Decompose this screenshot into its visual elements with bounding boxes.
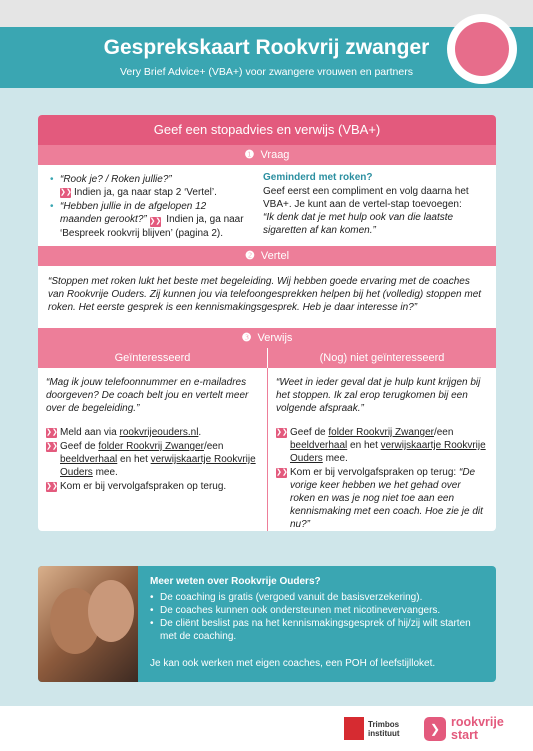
pregnancy-icon xyxy=(447,14,517,84)
trimbos-line: instituut xyxy=(368,729,400,738)
action-quote: “De vorige keer hebben we het gehad over roken en was je nog niet toe aan een kennismaking met een coach. Hoe zie je dit nu?” xyxy=(290,467,483,530)
section-vertel-header xyxy=(38,246,496,266)
link-verwijskaartje[interactable]: verwijskaartje Rookvrije Ouders xyxy=(290,440,486,464)
list-item xyxy=(46,440,257,479)
bullet-icon: • xyxy=(50,201,54,212)
tip-quote: “Ik denk dat je met hulp ook van die laatste sigaretten af kan komen.” xyxy=(263,212,454,236)
page-title: Gesprekskaart Rookvrij zwanger xyxy=(103,36,430,59)
list-item xyxy=(46,426,257,439)
rookvrije-start-logo xyxy=(424,715,519,743)
card-title: Geef een stopadvies en verwijs (VBA+) xyxy=(38,115,496,145)
link-rookvrijeouders[interactable]: rookvrijeouders.nl xyxy=(119,427,199,438)
action-text: Kom er bij vervolgafspraken op terug: xyxy=(290,467,459,478)
pregnancy-icon-inner xyxy=(455,22,509,76)
list-item xyxy=(276,426,486,465)
trimbos-logo xyxy=(344,717,402,740)
arrow-right-icon: ❯❯ xyxy=(276,429,288,436)
info-bullet: De coaches kunnen ook ondersteunen met nicotinevervangers. xyxy=(160,605,441,616)
vraag-questions xyxy=(48,173,250,241)
action-text: Geef de xyxy=(290,427,329,438)
bullet-icon: • xyxy=(150,618,154,629)
column-heading-not-interested: (Nog) niet geïnteresseerd xyxy=(267,348,496,368)
action-text: mee. xyxy=(92,467,118,478)
list-item xyxy=(48,173,250,199)
couple-photo xyxy=(38,566,138,682)
info-title: Meer weten over Rookvrije Ouders? xyxy=(150,576,321,587)
tip-text: Geef eerst een compliment en volg daarna het VBA+. Je kunt aan de vertel-stap toevoegen: xyxy=(263,186,469,210)
column-quote: “Mag ik jouw telefoonnummer en e-mailadres doorgeven? De coach belt jou en vertelt meer over de begeleiding.” xyxy=(46,377,249,414)
action-text: en het xyxy=(347,440,381,451)
bullet-icon: • xyxy=(50,174,54,185)
advice-card xyxy=(38,115,496,531)
followup xyxy=(60,186,250,199)
info-bullet: De coaching is gratis (vergoed vanuit de basisverzekering). xyxy=(160,592,423,603)
followup-text: Indien ja, ga naar ‘Bespreek rookvrij blijven’ (pagina 2). xyxy=(60,214,244,239)
rookvrije-start-text xyxy=(451,716,504,742)
info-box xyxy=(38,566,496,682)
step-number-icon: ❷ xyxy=(244,250,255,262)
column-heading-interested: Geïnteresseerd xyxy=(38,348,267,368)
tip-heading: Geminderd met roken? xyxy=(263,172,373,183)
vraag-tip xyxy=(263,171,486,237)
trimbos-text xyxy=(368,720,400,738)
list-item xyxy=(48,200,250,240)
step-number-icon: ❶ xyxy=(244,149,255,161)
section-vertel-text: “Stoppen met roken lukt het beste met begeleiding. Wij hebben goede ervaring met de coaches van Rookvrije Ouders. Zij kunnen jou via telefoongesprekken helpen bij het (volledig) stoppen met roken. Het eerste gesprek is een kennismakingsgesprek. Heb je daar interesse in?” xyxy=(48,276,482,313)
action-text: Geef de xyxy=(60,441,99,452)
section-verwijs-header xyxy=(38,328,496,348)
list-item xyxy=(150,591,490,604)
section-vertel-label: Vertel xyxy=(260,250,290,262)
trimbos-line: Trimbos xyxy=(368,720,400,729)
arrow-right-icon: ❯❯ xyxy=(46,443,58,450)
link-verwijskaartje[interactable]: verwijskaartje Rookvrije Ouders xyxy=(60,454,256,478)
column-not-interested xyxy=(267,368,496,531)
list-item xyxy=(46,480,257,493)
verwijs-columns xyxy=(38,368,496,531)
page-header xyxy=(0,0,533,88)
list-item xyxy=(150,604,490,617)
verwijs-column-headers xyxy=(38,348,496,368)
link-beeldverhaal[interactable]: beeldverhaal xyxy=(290,440,348,451)
section-verwijs-label: Verwijs xyxy=(257,332,293,344)
action-text: . xyxy=(198,427,202,438)
question-text: “Rook je? / Roken jullie?” xyxy=(60,174,172,185)
action-text: Meld aan via xyxy=(60,427,120,438)
column-quote: “Weet in ieder geval dat je hulp kunt krijgen bij het stoppen. Ik zal erop terugkomen bij een volgende afspraak.” xyxy=(276,377,481,414)
arrow-right-icon: ❯❯ xyxy=(149,218,162,225)
link-beeldverhaal[interactable]: beeldverhaal xyxy=(60,454,118,465)
section-vraag-header xyxy=(38,145,496,165)
bullet-icon: • xyxy=(150,605,154,616)
step-number-icon: ❸ xyxy=(241,332,252,344)
action-text: mee. xyxy=(322,453,348,464)
arrow-right-icon: ❯❯ xyxy=(46,429,58,436)
header-top-band xyxy=(0,0,533,27)
trimbos-mark-icon xyxy=(344,717,364,740)
arrow-right-icon: ❯❯ xyxy=(60,189,72,196)
arrow-right-icon: ❯❯ xyxy=(276,469,288,476)
section-vraag-label: Vraag xyxy=(260,149,290,161)
info-text xyxy=(150,575,490,670)
action-text: /een xyxy=(433,427,454,438)
arrow-right-icon: ❯❯ xyxy=(46,483,58,490)
column-interested xyxy=(38,368,267,531)
list-item xyxy=(276,466,486,531)
list-item xyxy=(150,617,490,643)
link-folder[interactable]: folder Rookvrij Zwanger xyxy=(98,441,204,452)
action-text: en het xyxy=(117,454,151,465)
rs-line: rookvrije xyxy=(451,715,504,729)
link-folder[interactable]: folder Rookvrij Zwanger xyxy=(328,427,434,438)
followup-text: Indien ja, ga naar stap 2 ‘Vertel’. xyxy=(74,187,217,198)
bullet-icon: • xyxy=(150,592,154,603)
photo-shape xyxy=(88,580,134,642)
action-text: Kom er bij vervolgafspraken op terug. xyxy=(60,481,227,492)
rookvrije-start-mark-icon: ❯ xyxy=(424,717,446,741)
rs-line: start xyxy=(451,728,479,742)
info-bullet: De cliënt beslist pas na het kennismakingsgesprek of hij/zij wilt starten met de coaching. xyxy=(160,618,471,642)
section-vraag xyxy=(38,165,496,246)
action-text: /een xyxy=(203,441,224,452)
info-extra: Je kan ook werken met eigen coaches, een POH of leefstijlloket. xyxy=(150,658,436,669)
page-footer xyxy=(0,706,533,751)
question-text: “Hebben jullie in de afgelopen 12 maanden gerookt?” xyxy=(60,201,207,225)
page-subtitle: Very Brief Advice+ (VBA+) voor zwangere vrouwen en partners xyxy=(120,66,413,78)
